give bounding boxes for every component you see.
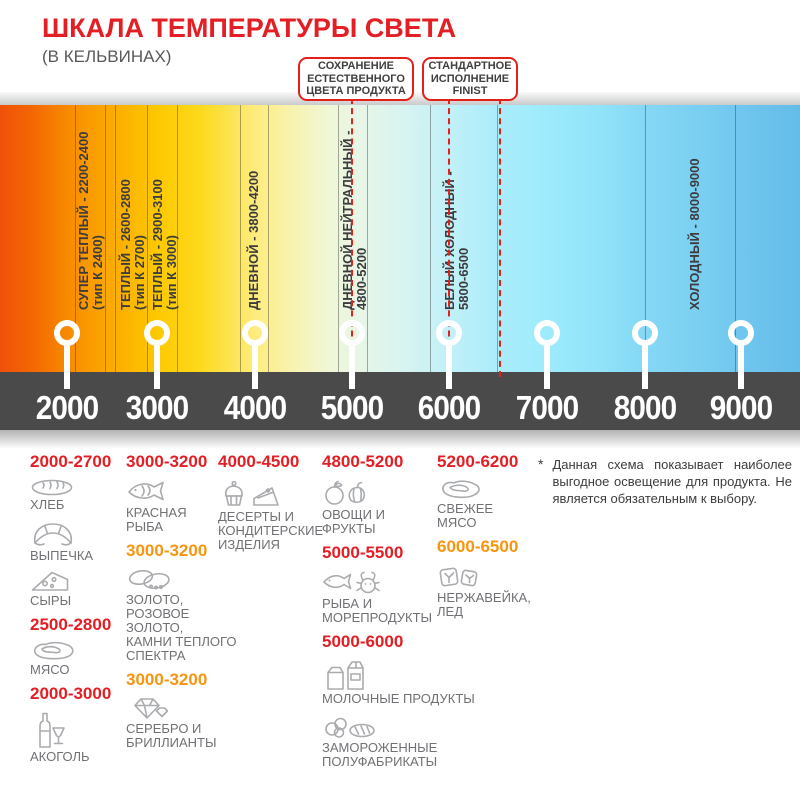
category-label: СЕРЕБРО И БРИЛЛИАНТЫ bbox=[126, 721, 217, 750]
category-label: СВЕЖЕЕ МЯСО bbox=[437, 501, 494, 530]
range-header: 3000-3200 bbox=[126, 670, 208, 689]
category-label: НЕРЖАВЕЙКА, ЛЕД bbox=[437, 590, 531, 619]
category-label: ЗОЛОТО, РОЗОВОЕ ЗОЛОТО, КАМНИ ТЕПЛОГО СПЕКТРА bbox=[126, 592, 237, 663]
category-label: МЯСО bbox=[30, 662, 70, 677]
range-header: 4000-4500 bbox=[218, 452, 300, 471]
category-item bbox=[30, 478, 118, 512]
axis-tick-label: 5000 bbox=[320, 389, 384, 426]
gridline bbox=[430, 105, 431, 372]
rings-icon bbox=[126, 567, 238, 591]
range-header: 3000-3200 bbox=[126, 541, 208, 560]
footnote-text: Данная схема показывает наиболее выгодное освещение для продукта. Не является обязательным к выбору. bbox=[552, 457, 792, 506]
category-item bbox=[126, 696, 238, 750]
scale-marker bbox=[144, 320, 170, 346]
fresh-meat-icon bbox=[437, 478, 552, 500]
zone-label: ДНЕВНОЙ НЕЙТРАЛЬНЫЙ - 4800-5200 bbox=[340, 130, 369, 310]
category-item bbox=[322, 713, 497, 769]
range-header: 6000-6500 bbox=[437, 537, 519, 556]
category-block bbox=[322, 632, 497, 769]
temperature-gradient-band bbox=[0, 105, 800, 372]
category-block bbox=[30, 684, 118, 764]
zone-label: СУПЕР ТЕПЛЫЙ - 2200-2400 (тип К 2400) bbox=[76, 131, 105, 310]
range-header: 2500-2800 bbox=[30, 615, 112, 634]
callout-line: ЦВЕТА ПРОДУКТА bbox=[306, 85, 406, 98]
scale-marker bbox=[632, 320, 658, 346]
callout-line: ЕСТЕСТВЕННОГО bbox=[307, 72, 405, 85]
category-label: РЫБА И МОРЕПРОДУКТЫ bbox=[322, 596, 433, 625]
range-header: 5000-5500 bbox=[322, 543, 404, 562]
category-label: СЫРЫ bbox=[30, 593, 72, 608]
gridline bbox=[105, 105, 106, 372]
frozen-icon bbox=[322, 713, 497, 739]
scale-marker-stem bbox=[642, 346, 648, 389]
category-label: ДЕСЕРТЫ И КОНДИТЕРСКИЕ ИЗДЕЛИЯ bbox=[218, 509, 324, 552]
kelvin-axis-bar bbox=[0, 372, 800, 430]
category-item bbox=[30, 710, 118, 764]
category-column bbox=[437, 452, 552, 629]
callout-line: СТАНДАРТНОЕ bbox=[428, 60, 512, 73]
callout-color-preservation bbox=[298, 57, 414, 101]
category-item bbox=[322, 658, 497, 706]
category-item bbox=[126, 567, 238, 663]
callout-finist-standard bbox=[422, 57, 518, 101]
range-header: 2000-3000 bbox=[30, 684, 112, 703]
category-item bbox=[30, 641, 118, 677]
category-label: ВЫПЕЧКА bbox=[30, 548, 94, 563]
callout-connector-line bbox=[499, 98, 501, 377]
gridline bbox=[497, 105, 498, 372]
category-block bbox=[218, 452, 330, 552]
footnote bbox=[538, 456, 792, 507]
scale-marker-stem bbox=[154, 346, 160, 389]
scale-marker bbox=[534, 320, 560, 346]
diamond-icon bbox=[126, 696, 238, 720]
page-subtitle: (В КЕЛЬВИНАХ) bbox=[42, 47, 172, 66]
category-label: ХЛЕБ bbox=[30, 497, 65, 512]
zone-label: БЕЛЫЙ ХОЛОДНЫЙ - 5800-6500 bbox=[442, 171, 471, 310]
zone-label: ТЕПЛЫЙ - 2900-3100 (тип К 3000) bbox=[150, 179, 179, 310]
axis-tick-label: 8000 bbox=[613, 389, 677, 426]
zone-label: ДНЕВНОЙ - 3800-4200 bbox=[246, 170, 261, 310]
scale-marker bbox=[54, 320, 80, 346]
category-label: МОЛОЧНЫЕ ПРОДУКТЫ bbox=[322, 691, 475, 706]
category-item bbox=[437, 478, 552, 530]
pastry-icon bbox=[30, 519, 118, 547]
category-label: КРАСНАЯ РЫБА bbox=[126, 505, 187, 534]
scale-marker-stem bbox=[446, 346, 452, 389]
category-item bbox=[437, 563, 552, 619]
category-label: ОВОЩИ И ФРУКТЫ bbox=[322, 507, 385, 536]
scale-marker-stem bbox=[349, 346, 355, 389]
range-header: 2000-2700 bbox=[30, 452, 112, 471]
cheese-icon bbox=[30, 570, 118, 592]
axis-tick-label: 9000 bbox=[709, 389, 773, 426]
category-item bbox=[30, 519, 118, 563]
range-header: 4800-5200 bbox=[322, 452, 404, 471]
dessert-icon bbox=[218, 478, 330, 508]
axis-tick-label: 2000 bbox=[35, 389, 99, 426]
gridline bbox=[115, 105, 116, 372]
page-title: ШКАЛА ТЕМПЕРАТУРЫ СВЕТА bbox=[42, 13, 457, 43]
axis-tick-label: 6000 bbox=[417, 389, 481, 426]
footnote-asterisk: * bbox=[538, 456, 544, 472]
category-block bbox=[30, 615, 118, 677]
alcohol-icon bbox=[30, 710, 118, 748]
zone-label: ХОЛОДНЫЙ - 8000-9000 bbox=[687, 158, 702, 310]
scale-marker-stem bbox=[64, 346, 70, 389]
ice-icon bbox=[437, 563, 552, 589]
range-header: 5000-6000 bbox=[322, 632, 404, 651]
scale-marker bbox=[242, 320, 268, 346]
callout-line: FINIST bbox=[452, 85, 488, 98]
scale-marker-stem bbox=[544, 346, 550, 389]
gridline bbox=[268, 105, 269, 372]
scale-marker bbox=[436, 320, 462, 346]
zone-label: ТЕПЛЫЙ - 2600-2800 (тип К 2700) bbox=[118, 179, 147, 310]
axis-tick-label: 4000 bbox=[223, 389, 287, 426]
axis-tick-label: 3000 bbox=[125, 389, 189, 426]
scale-marker-stem bbox=[738, 346, 744, 389]
callout-line: СОХРАНЕНИЕ bbox=[318, 60, 394, 73]
category-label: ЗАМОРОЖЕННЫЕ ПОЛУФАБРИКАТЫ bbox=[322, 740, 438, 769]
category-column bbox=[218, 452, 330, 562]
category-block bbox=[30, 452, 118, 608]
category-column bbox=[30, 452, 118, 774]
range-header: 5200-6200 bbox=[437, 452, 519, 471]
axis-tick-label: 7000 bbox=[515, 389, 579, 426]
bread-icon bbox=[30, 478, 118, 496]
gridline bbox=[240, 105, 241, 372]
dairy-icon bbox=[322, 658, 497, 690]
category-item bbox=[30, 570, 118, 608]
axis-bottom-shadow bbox=[0, 430, 800, 449]
scale-marker-stem bbox=[252, 346, 258, 389]
category-block bbox=[437, 537, 552, 619]
callout-line: ИСПОЛНЕНИЕ bbox=[430, 72, 510, 85]
range-header: 3000-3200 bbox=[126, 452, 208, 471]
category-item bbox=[218, 478, 330, 552]
meat-icon bbox=[30, 641, 118, 661]
scale-marker bbox=[339, 320, 365, 346]
scale-marker bbox=[728, 320, 754, 346]
category-block bbox=[437, 452, 552, 530]
category-block bbox=[126, 670, 238, 750]
category-label: АКОГОЛЬ bbox=[30, 749, 90, 764]
